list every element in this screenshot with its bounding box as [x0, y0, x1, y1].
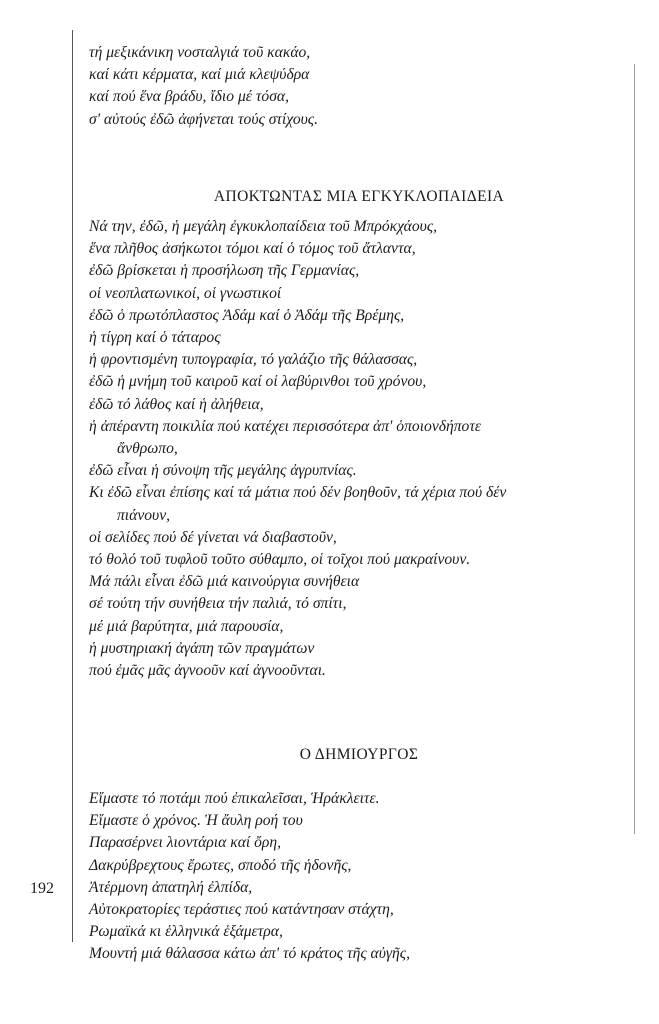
poem-line: Εἴμαστε ὁ χρόνος. Ἡ ἄυλη ροή του [89, 812, 303, 830]
poem-line: Νά την, ἐδῶ, ἡ μεγάλη ἐγκυκλοπαίδεια τοῦ Μπρόκχάους, [89, 218, 438, 235]
poem-line: καί πού ἕνα βράδυ, ἴδιο μέ τόσα, [89, 88, 289, 106]
poem-line: ἐδῶ ἡ μνήμη τοῦ καιροῦ καί οἱ λαβύρινθοι τοῦ χρόνου, [89, 373, 427, 391]
poem-line: Μουντή μιά θάλασσα κάτω ἀπ' τό κράτος τῆς αὐγῆς, [89, 945, 410, 963]
poem-line: σέ τούτη τήν συνήθεια τήν παλιά, τό σπίτι, [89, 595, 347, 613]
poem-title: Ο ΔΗΜΙΟΥΡΓΟΣ [299, 746, 419, 763]
page-number: 192 [30, 880, 54, 897]
poem-line: μέ μιά βαρύτητα, μιά παρουσία, [89, 617, 284, 635]
poem-line: πού ἐμᾶς μᾶς ἀγνοοῦν καί ἀγνοοῦνται. [89, 662, 326, 680]
poem-line: Κι ἐδῶ εἶναι ἐπίσης καί τά μάτια πού δέν βοηθοῦν, τά χέρια πού δέν [89, 484, 507, 502]
poem-body [89, 216, 629, 682]
poem-line: ἡ μυστηριακή ἀγάπη τῶν πραγμάτων [89, 639, 315, 657]
poem-body [89, 788, 629, 966]
poem-line: σ' αὐτούς ἐδῶ ἀφήνεται τούς στίχους. [89, 110, 319, 128]
poem-title: ΑΠΟΚΤΩΝΤΑΣ ΜΙΑ ΕΓΚΥΚΛΟΠΑΙΔΕΙΑ [213, 188, 505, 205]
poem-line: Δακρύβρεχτους ἔρωτες, σποδό τῆς ἡδονῆς, [89, 856, 352, 874]
poem-line: Μά πάλι εἶναι ἐδῶ μιά καινούργια συνήθεια [89, 573, 360, 591]
poem-line: ἐδῶ εἶναι ἡ σύνοψη τῆς μεγάλης ἀγρυπνίας. [89, 462, 357, 480]
poem-line: ἐδῶ βρίσκεται ἡ προσήλωση τῆς Γερμανίας, [89, 262, 360, 280]
poem-line: οἱ νεοπλατωνικοί, οἱ γνωστικοί [89, 284, 282, 302]
poem-line: τό θολό τοῦ τυφλοῦ τοῦτο σύθαμπο, οἱ τοῖχοι πού μακραίνουν. [89, 551, 471, 569]
poem-line: ἕνα πλῆθος ἀσήκωτοι τόμοι καί ὁ τόμος τοῦ ἄτλαντα, [89, 240, 416, 258]
poem-line: τή μεξικάνικη νοσταλγιά τοῦ κακάο, [89, 44, 311, 61]
poem-fragment [89, 42, 629, 131]
poem-line: ἡ τίγρη καί ὁ τάταρος [89, 329, 221, 347]
poem-line: Παρασέρνει λιοντάρια καί ὄρη, [89, 834, 282, 852]
poem-line: ἐδῶ τό λάθος καί ἡ ἀλήθεια, [89, 395, 264, 413]
poem-line: ἡ φροντισμένη τυπογραφία, τό γαλάζιο τῆς θάλασσας, [89, 351, 418, 369]
page-edge-shadow [634, 64, 635, 834]
page-margin-rule [72, 30, 73, 942]
poem-line-continuation: πιάνουν, [117, 506, 171, 524]
poem-line: ἡ ἀπέραντη ποικιλία πού κατέχει περισσότερα ἀπ' ὁποιονδήποτε [89, 417, 482, 435]
poem-line: Εἴμαστε τό ποτάμι πού ἐπικαλεῖσαι, Ἡράκλειτε. [89, 790, 380, 807]
poem-line: Ἀτέρμονη ἀπατηλή ἐλπίδα, [89, 878, 253, 896]
poem-line-continuation: ἄνθρωπο, [117, 440, 178, 458]
poem-line: καί κάτι κέρματα, καί μιά κλεψύδρα [89, 66, 310, 84]
poem-line: Αὐτοκρατορίες τεράστιες πού κατάντησαν στάχτη, [89, 901, 394, 919]
poem-line: Ρωμαϊκά κι ἑλληνικά ἑξάμετρα, [89, 923, 283, 941]
poem-line: ἐδῶ ὁ πρωτόπλαστος Ἀδάμ καί ὁ Ἀδάμ τῆς Βρέμης, [89, 306, 405, 324]
poem-line: οἱ σελίδες πού δέ γίνεται νά διαβαστοῦν, [89, 528, 337, 546]
